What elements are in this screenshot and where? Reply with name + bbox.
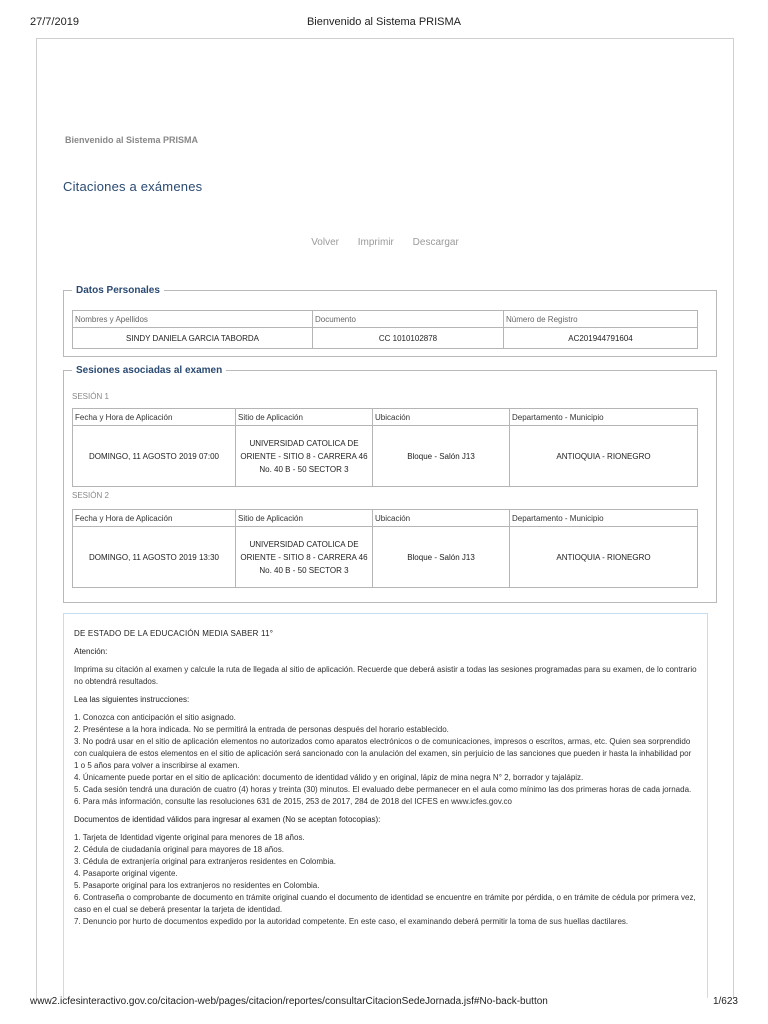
header-registration-number: Número de Registro	[504, 311, 698, 328]
session-2-header-row	[73, 510, 698, 527]
welcome-text: Bienvenido al Sistema PRISMA	[65, 135, 199, 145]
header-full-name: Nombres y Apellidos	[73, 311, 313, 328]
documents-label: Documentos de identidad válidos para ingresar al examen (No se aceptan fotocopias):	[74, 815, 381, 824]
session-2-location: Bloque - Salón J13	[373, 527, 510, 588]
personal-data-table	[72, 310, 698, 349]
document-item: 7. Denuncio por hurto de documentos expedido por la autoridad competente. En este caso, el examinando deberá permitir la toma de sus huellas dactilares.	[74, 917, 629, 926]
documents-list	[74, 832, 697, 928]
instruction-item: 5. Cada sesión tendrá una duración de cuatro (4) horas y treinta (30) minutos. El evaluado debe permanecer en el aula como mínimo las dos primeras horas de cada jornada.	[74, 785, 692, 794]
print-footer	[30, 996, 738, 1010]
session-2-date: DOMINGO, 11 AGOSTO 2019 13:30	[73, 527, 236, 588]
session-2-row	[73, 527, 698, 588]
print-link[interactable]: Imprimir	[357, 237, 394, 248]
document-item: 4. Pasaporte original vigente.	[74, 869, 178, 878]
personal-data-section	[63, 285, 717, 357]
document-item: 6. Contraseña o comprobante de documento en trámite original cuando el documento de identidad se encuentre en trámite por pérdida, o en trámite de cédula por primera vez, caso en el cual se deberá presentar la tarjeta de identidad.	[74, 893, 696, 914]
attention-text: Imprima su citación al examen y calcule la ruta de llegada al sitio de aplicación. Recuerde que deberá asistir a todas las sesiones programadas para su examen, de lo contrario no obtendrá resultados.	[74, 665, 697, 686]
personal-value-row	[73, 328, 698, 349]
session-1-table	[72, 408, 698, 487]
sessions-legend: Sesiones asociadas al examen	[76, 365, 223, 376]
document-value: CC 1010102878	[313, 328, 504, 349]
exam-heading: DE ESTADO DE LA EDUCACIÓN MEDIA SABER 11°	[74, 629, 274, 638]
header-municipality: Departamento - Municipio	[510, 510, 698, 527]
instruction-item: 1. Conozca con anticipación el sitio asignado.	[74, 713, 236, 722]
print-date: 27/7/2019	[30, 16, 79, 28]
page-frame	[36, 38, 734, 998]
session-1-location: Bloque - Salón J13	[373, 426, 510, 487]
print-page-title: Bienvenido al Sistema PRISMA	[306, 16, 462, 28]
session-1-site: UNIVERSIDAD CATOLICA DE ORIENTE - SITIO 8 - CARRERA 46 No. 40 B - 50 SECTOR 3	[236, 426, 373, 487]
page-url: www2.icfesinteractivo.gov.co/citacion-web/pages/citacion/reportes/consultarCitacionSedeJornada.jsf#No-back-button	[30, 996, 548, 1007]
document-item: 2. Cédula de ciudadanía original para mayores de 18 años.	[74, 845, 284, 854]
header-date-time: Fecha y Hora de Aplicación	[73, 409, 236, 426]
session-1-row	[73, 426, 698, 487]
document-item: 1. Tarjeta de Identidad vigente original para menores de 18 años.	[74, 833, 305, 842]
session-1-header-row	[73, 409, 698, 426]
header-document: Documento	[313, 311, 504, 328]
header-site: Sitio de Aplicación	[236, 409, 373, 426]
download-link[interactable]: Descargar	[412, 237, 459, 248]
session-2-label: SESIÓN 2	[72, 491, 109, 500]
session-1-municipality: ANTIOQUIA - RIONEGRO	[510, 426, 698, 487]
session-1-date: DOMINGO, 11 AGOSTO 2019 07:00	[73, 426, 236, 487]
instruction-item: 2. Preséntese a la hora indicada. No se permitirá la entrada de personas después del horario establecido.	[74, 725, 449, 734]
personal-data-legend: Datos Personales	[76, 285, 160, 296]
back-link[interactable]: Volver	[311, 237, 339, 248]
session-1-label: SESIÓN 1	[72, 392, 109, 401]
instruction-item: 4. Únicamente puede portar en el sitio de aplicación: documento de identidad válido y en original, lápiz de mina negra N° 2, borrador y tajalápiz.	[74, 773, 584, 782]
header-municipality: Departamento - Municipio	[510, 409, 698, 426]
registration-number-value: AC201944791604	[504, 328, 698, 349]
instruction-item: 3. No podrá usar en el sitio de aplicación elementos no autorizados como aparatos electrónicos o de comunicaciones, impresos o escritos, armas, etc. Quien sea sorprendido con cualquiera de estos elementos en el sitio de aplicación será sancionado con la anulación del examen, sin perjuicio de las sanciones que pueden ir hasta la inhabilidad por 1 o 5 años para volver a inscribirse al examen.	[74, 737, 692, 770]
instructions-label: Lea las siguientes instrucciones:	[74, 695, 190, 704]
full-name-value: SINDY DANIELA GARCIA TABORDA	[73, 328, 313, 349]
instructions-list	[74, 712, 697, 808]
action-bar	[37, 237, 733, 248]
session-2-site: UNIVERSIDAD CATOLICA DE ORIENTE - SITIO 8 - CARRERA 46 No. 40 B - 50 SECTOR 3	[236, 527, 373, 588]
header-site: Sitio de Aplicación	[236, 510, 373, 527]
personal-header-row	[73, 311, 698, 328]
header-location: Ubicación	[373, 409, 510, 426]
document-item: 3. Cédula de extranjería original para extranjeros residentes en Colombia.	[74, 857, 336, 866]
session-2-municipality: ANTIOQUIA - RIONEGRO	[510, 527, 698, 588]
print-header	[30, 16, 738, 30]
page-title: Citaciones a exámenes	[63, 179, 203, 194]
header-date-time: Fecha y Hora de Aplicación	[73, 510, 236, 527]
instruction-item: 6. Para más información, consulte las resoluciones 631 de 2015, 253 de 2017, 284 de 2018 del ICFES en www.icfes.gov.co	[74, 797, 512, 806]
attention-label: Atención:	[74, 647, 108, 656]
instructions-panel	[63, 613, 708, 998]
sessions-section	[63, 365, 717, 603]
header-location: Ubicación	[373, 510, 510, 527]
document-item: 5. Pasaporte original para los extranjeros no residentes en Colombia.	[74, 881, 320, 890]
session-2-table	[72, 509, 698, 588]
page-number: 1/623	[712, 996, 738, 1007]
